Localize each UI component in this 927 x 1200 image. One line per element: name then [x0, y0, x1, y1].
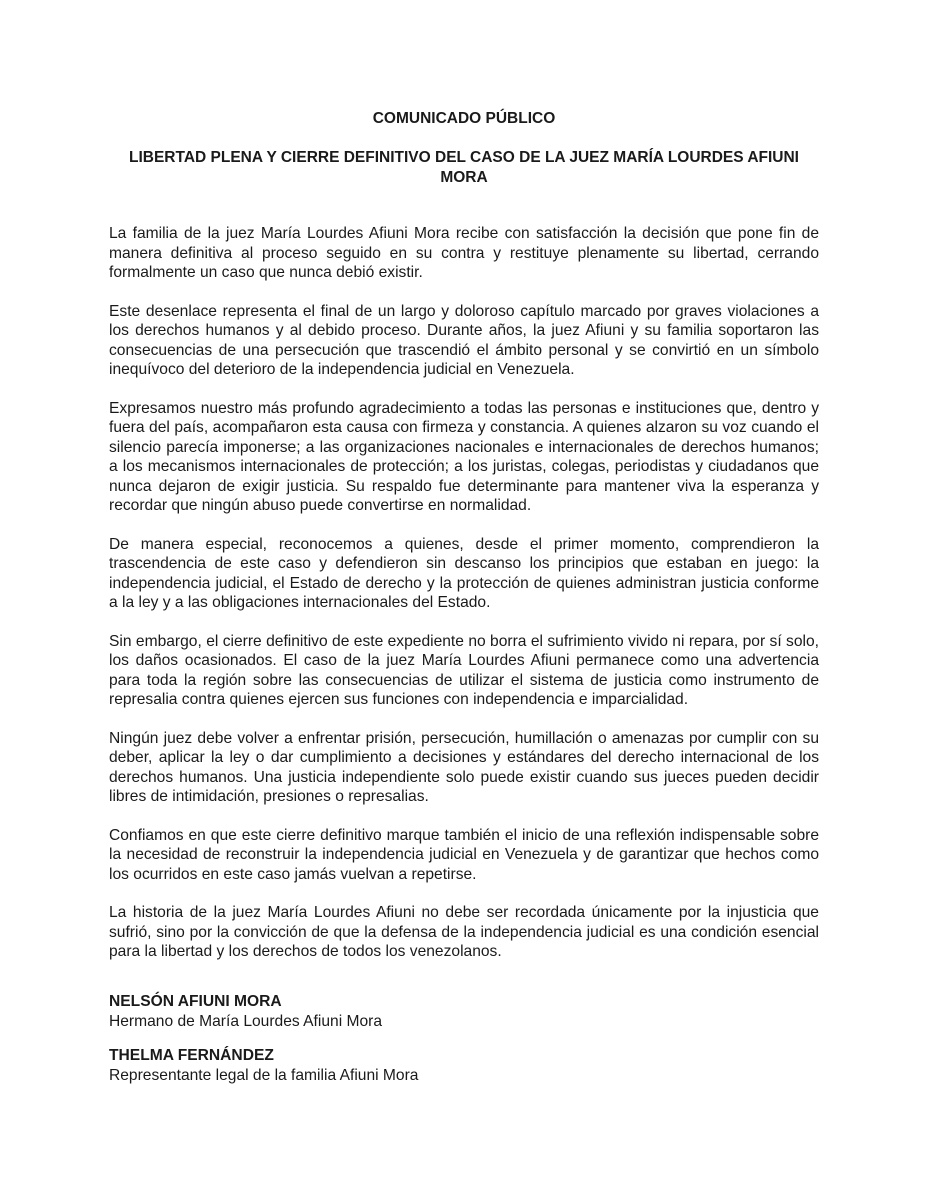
document-title: COMUNICADO PÚBLICO	[372, 110, 556, 127]
paragraph-3: Expresamos nuestro más profundo agradecimiento a todas las personas e instituciones que, dentro y fuera del país, acompañaron esta causa con firmeza y constancia. A quienes alzaron su voz cuando el silencio parecía imponerse; a las organizaciones nacionales e internacionales de derechos humanos; a los mecanismos internacionales de protección; a los juristas, colegas, periodistas y ciudadanos que nunca dejaron de exigir justicia. Su respaldo fue determinante para mantener viva la esperanza y recordar que ningún abuso puede convertirse en normalidad.	[109, 399, 819, 514]
document-subtitle: LIBERTAD PLENA Y CIERRE DEFINITIVO DEL CASO DE LA JUEZ MARÍA LOURDES AFIUNI MORA	[129, 149, 799, 186]
paragraph-8: La historia de la juez María Lourdes Afiuni no debe ser recordada únicamente por la injusticia que sufrió, sino por la convicción de que la defensa de la independencia judicial es una condición esencial para la libertad y los derechos de todos los venezolanos.	[109, 904, 819, 960]
paragraph-6: Ningún juez debe volver a enfrentar prisión, persecución, humillación o amenazas por cumplir con su deber, aplicar la ley o dar cumplimiento a decisiones y estándares del derecho internacional de los derechos humanos. Una justicia independiente solo puede existir cuando sus jueces pueden decidir libres de intimidación, presiones o represalias.	[109, 729, 819, 805]
signatory-name: THELMA FERNÁNDEZ	[109, 1047, 274, 1064]
signatory-2	[109, 1046, 819, 1086]
paragraph-2: Este desenlace representa el final de un largo y doloroso capítulo marcado por graves violaciones a los derechos humanos y al debido proceso. Durante años, la juez Afiuni y su familia soportaron las consecuencias de una persecución que trascendió el ámbito personal y se convirtió en un símbolo inequívoco del deterioro de la independencia judicial en Venezuela.	[109, 302, 819, 378]
signatory-1	[109, 992, 819, 1032]
paragraph-1: La familia de la juez María Lourdes Afiuni Mora recibe con satisfacción la decisión que pone fin de manera definitiva al proceso seguido en su contra y restituye plenamente su libertad, cerrando formalmente un caso que nunca debió existir.	[109, 225, 819, 281]
paragraph-4: De manera especial, reconocemos a quienes, desde el primer momento, comprendieron la trascendencia de este caso y defendieron sin descanso los principios que estaban en juego: la independencia judicial, el Estado de derecho y la protección de quienes administran justicia conforme a la ley y a las obligaciones internacionales del Estado.	[109, 535, 819, 611]
paragraph-5: Sin embargo, el cierre definitivo de este expediente no borra el sufrimiento vivido ni repara, por sí solo, los daños ocasionados. El caso de la juez María Lourdes Afiuni permanece como una advertencia para toda la región sobre las consecuencias de utilizar el sistema de justicia como instrumento de represalia contra quienes ejercen sus funciones con independencia e imparcialidad.	[109, 632, 819, 708]
paragraph-7: Confiamos en que este cierre definitivo marque también el inicio de una reflexión indispensable sobre la necesidad de reconstruir la independencia judicial en Venezuela y de garantizar que hechos como los ocurridos en este caso jamás vuelvan a repetirse.	[109, 826, 819, 883]
document-body	[109, 224, 819, 981]
signature-block	[109, 992, 819, 1100]
signatory-name: NELSÓN AFIUNI MORA	[109, 993, 282, 1010]
signatory-role: Hermano de María Lourdes Afiuni Mora	[109, 1013, 383, 1030]
signatory-role: Representante legal de la familia Afiuni Mora	[109, 1067, 419, 1084]
